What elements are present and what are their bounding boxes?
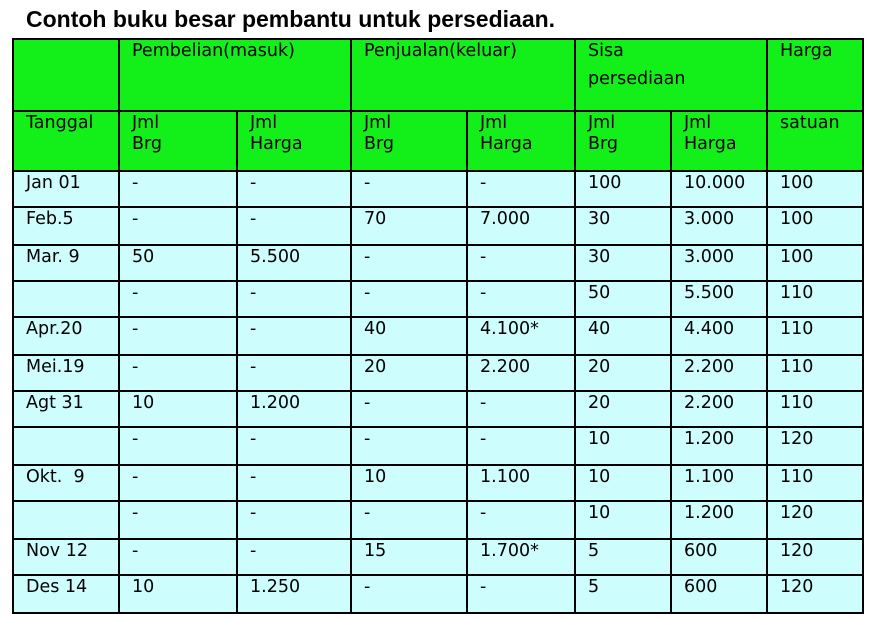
cell-jual-brg: - <box>351 427 467 465</box>
jml-label: Jml <box>132 113 160 133</box>
inventory-ledger-table <box>12 38 864 614</box>
cell-beli-brg: - <box>119 465 237 501</box>
cell-tanggal: Okt. 9 <box>13 465 119 501</box>
table-row <box>13 465 863 501</box>
harga-header-label: Harga <box>780 41 833 61</box>
jml-label: Jml <box>250 113 278 133</box>
cell-jual-harga: - <box>467 501 575 539</box>
cell-tanggal: Apr.20 <box>13 317 119 355</box>
cell-tanggal: Des 14 <box>13 575 119 613</box>
cell-tanggal <box>13 427 119 465</box>
table-row <box>13 281 863 317</box>
cell-sisa-harga: 600 <box>671 539 767 575</box>
cell-jual-harga: - <box>467 427 575 465</box>
cell-beli-harga: - <box>237 207 351 245</box>
cell-sisa-brg: 100 <box>575 171 671 207</box>
cell-beli-harga: 1.250 <box>237 575 351 613</box>
cell-sisa-brg: 40 <box>575 317 671 355</box>
cell-sisa-harga: 2.200 <box>671 391 767 427</box>
cell-sisa-harga: 1.100 <box>671 465 767 501</box>
cell-beli-harga: - <box>237 281 351 317</box>
harga-header <box>767 39 863 111</box>
cell-sisa-brg: 30 <box>575 207 671 245</box>
cell-jual-harga: 4.100* <box>467 317 575 355</box>
sisa-jml-harga-header <box>671 111 767 171</box>
table-row <box>13 171 863 207</box>
cell-sisa-brg: 30 <box>575 245 671 281</box>
cell-jual-harga: 1.100 <box>467 465 575 501</box>
brg-label: Brg <box>588 134 619 154</box>
cell-sisa-harga: 10.000 <box>671 171 767 207</box>
jml-label: Jml <box>364 113 392 133</box>
cell-tanggal: Agt 31 <box>13 391 119 427</box>
cell-beli-harga: 1.200 <box>237 391 351 427</box>
cell-beli-brg: 10 <box>119 391 237 427</box>
cell-sisa-brg: 50 <box>575 281 671 317</box>
cell-jual-brg: 10 <box>351 465 467 501</box>
cell-sisa-brg: 5 <box>575 539 671 575</box>
harga-label: Harga <box>480 134 533 154</box>
cell-jual-harga: - <box>467 575 575 613</box>
jual-jml-harga-header <box>467 111 575 171</box>
cell-beli-brg: - <box>119 317 237 355</box>
cell-beli-brg: - <box>119 501 237 539</box>
cell-sisa-brg: 20 <box>575 391 671 427</box>
cell-tanggal <box>13 501 119 539</box>
table-row <box>13 391 863 427</box>
cell-jual-harga: - <box>467 391 575 427</box>
cell-beli-harga: - <box>237 539 351 575</box>
cell-sisa-brg: 10 <box>575 501 671 539</box>
cell-tanggal: Jan 01 <box>13 171 119 207</box>
cell-jual-brg: - <box>351 281 467 317</box>
tanggal-header <box>13 111 119 171</box>
tanggal-header-blank <box>13 39 119 111</box>
cell-beli-brg: - <box>119 171 237 207</box>
cell-harga-satuan: 120 <box>767 539 863 575</box>
table-row <box>13 245 863 281</box>
table-row <box>13 427 863 465</box>
cell-sisa-harga: 5.500 <box>671 281 767 317</box>
cell-jual-brg: 70 <box>351 207 467 245</box>
cell-tanggal <box>13 281 119 317</box>
page-title: Contoh buku besar pembantu untuk persediaan. <box>26 6 556 32</box>
cell-harga-satuan: 100 <box>767 171 863 207</box>
cell-jual-harga: - <box>467 171 575 207</box>
table-row <box>13 317 863 355</box>
cell-jual-brg: - <box>351 245 467 281</box>
sisa-jml-brg-header <box>575 111 671 171</box>
cell-beli-harga: - <box>237 427 351 465</box>
table-row <box>13 207 863 245</box>
cell-harga-satuan: 110 <box>767 355 863 391</box>
cell-beli-harga: - <box>237 171 351 207</box>
pembelian-header <box>119 39 351 111</box>
cell-jual-harga: - <box>467 245 575 281</box>
cell-jual-brg: 20 <box>351 355 467 391</box>
cell-sisa-harga: 3.000 <box>671 245 767 281</box>
cell-tanggal: Mei.19 <box>13 355 119 391</box>
cell-harga-satuan: 120 <box>767 575 863 613</box>
cell-jual-brg: - <box>351 501 467 539</box>
cell-sisa-harga: 2.200 <box>671 355 767 391</box>
harga-label: Harga <box>684 134 737 154</box>
brg-label: Brg <box>132 134 163 154</box>
cell-beli-brg: 50 <box>119 245 237 281</box>
cell-harga-satuan: 110 <box>767 317 863 355</box>
penjualan-header-label: Penjualan(keluar) <box>364 41 517 61</box>
cell-jual-brg: - <box>351 391 467 427</box>
table-row <box>13 539 863 575</box>
tanggal-header-label: Tanggal <box>26 113 94 133</box>
cell-sisa-harga: 1.200 <box>671 501 767 539</box>
cell-jual-harga: - <box>467 281 575 317</box>
cell-beli-harga: 5.500 <box>237 245 351 281</box>
cell-harga-satuan: 100 <box>767 245 863 281</box>
cell-jual-brg: - <box>351 575 467 613</box>
cell-beli-harga: - <box>237 355 351 391</box>
cell-harga-satuan: 110 <box>767 391 863 427</box>
cell-sisa-harga: 600 <box>671 575 767 613</box>
cell-harga-satuan: 110 <box>767 465 863 501</box>
beli-jml-brg-header <box>119 111 237 171</box>
cell-jual-harga: 2.200 <box>467 355 575 391</box>
cell-jual-brg: - <box>351 171 467 207</box>
cell-sisa-harga: 1.200 <box>671 427 767 465</box>
cell-tanggal: Mar. 9 <box>13 245 119 281</box>
cell-tanggal: Feb.5 <box>13 207 119 245</box>
cell-harga-satuan: 100 <box>767 207 863 245</box>
header-row-groups <box>13 39 863 111</box>
cell-sisa-harga: 4.400 <box>671 317 767 355</box>
cell-beli-harga: - <box>237 317 351 355</box>
penjualan-header <box>351 39 575 111</box>
cell-sisa-brg: 5 <box>575 575 671 613</box>
cell-beli-harga: - <box>237 465 351 501</box>
pembelian-header-label: Pembelian(masuk) <box>132 41 295 61</box>
cell-beli-brg: - <box>119 207 237 245</box>
cell-harga-satuan: 110 <box>767 281 863 317</box>
cell-harga-satuan: 120 <box>767 501 863 539</box>
brg-label: Brg <box>364 134 395 154</box>
sisa-label: Sisa <box>588 41 624 61</box>
jml-label: Jml <box>684 113 712 133</box>
harga-label: Harga <box>250 134 303 154</box>
jml-label: Jml <box>588 113 616 133</box>
cell-beli-brg: - <box>119 355 237 391</box>
cell-harga-satuan: 120 <box>767 427 863 465</box>
cell-jual-brg: 15 <box>351 539 467 575</box>
cell-sisa-brg: 10 <box>575 465 671 501</box>
jual-jml-brg-header <box>351 111 467 171</box>
table-row <box>13 355 863 391</box>
cell-jual-harga: 7.000 <box>467 207 575 245</box>
cell-sisa-harga: 3.000 <box>671 207 767 245</box>
jml-label: Jml <box>480 113 508 133</box>
cell-beli-brg: 10 <box>119 575 237 613</box>
table-row <box>13 501 863 539</box>
header-row-columns <box>13 111 863 171</box>
cell-tanggal: Nov 12 <box>13 539 119 575</box>
cell-beli-brg: - <box>119 281 237 317</box>
cell-sisa-brg: 10 <box>575 427 671 465</box>
sisa-persediaan-header <box>575 39 767 111</box>
cell-sisa-brg: 20 <box>575 355 671 391</box>
cell-beli-brg: - <box>119 539 237 575</box>
cell-beli-harga: - <box>237 501 351 539</box>
satuan-header <box>767 111 863 171</box>
satuan-header-label: satuan <box>780 113 840 133</box>
persediaan-label: persediaan <box>588 69 686 89</box>
table-row <box>13 575 863 613</box>
cell-jual-brg: 40 <box>351 317 467 355</box>
cell-jual-harga: 1.700* <box>467 539 575 575</box>
beli-jml-harga-header <box>237 111 351 171</box>
cell-beli-brg: - <box>119 427 237 465</box>
